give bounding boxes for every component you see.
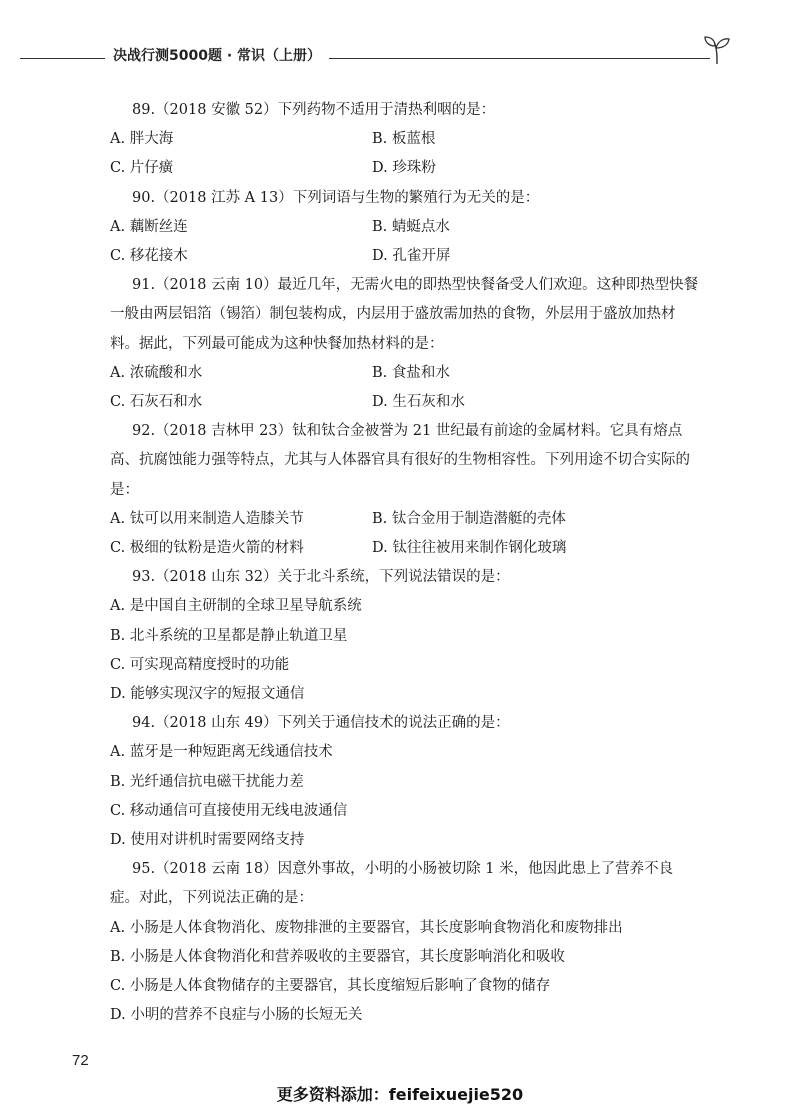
- options: [110, 505, 700, 563]
- option-c: C. 小肠是人体食物储存的主要器官，其长度缩短后影响了食物的储存: [110, 978, 551, 995]
- option-c: C. 极细的钛粉是造火箭的材料: [110, 540, 304, 557]
- options: [110, 213, 700, 271]
- option-c: C. 移花接木: [110, 248, 188, 265]
- question-list: [110, 96, 700, 1031]
- options: [110, 125, 700, 183]
- option-b: B. 钛合金用于制造潜艇的壳体: [372, 510, 566, 527]
- question-stem: 91.（2018 云南 10）最近几年，无需火电的即热型快餐备受人们欢迎。这种即热型快餐一般由两层铝箔（锡箔）制包装构成，内层用于盛放需加热的食物，外层用于盛放加热材料。据此，下列最可能成为这种快餐加热材料的是：: [110, 277, 699, 352]
- option-b: B. 食盐和水: [372, 364, 450, 381]
- option-a: A. 藕断丝连: [110, 218, 188, 235]
- option-d: D. 使用对讲机时需要网络支持: [110, 832, 305, 849]
- option-d: D. 孔雀开屏: [372, 248, 451, 265]
- option-b: B. 板蓝根: [372, 131, 436, 148]
- header-title: 决战行测5000题 · 常识（上册）: [105, 45, 329, 65]
- option-d: D. 钛往往被用来制作钢化玻璃: [372, 540, 567, 557]
- question-stem: 89.（2018 安徽 52）下列药物不适用于清热利咽的是：: [132, 102, 496, 118]
- question-stem: 95.（2018 云南 18）因意外事故，小明的小肠被切除 1 米，他因此患上了营养不良症。对此，下列说法正确的是：: [110, 861, 674, 907]
- question-92: [110, 417, 700, 563]
- option-b: B. 蜻蜓点水: [372, 218, 450, 235]
- option-b: B. 北斗系统的卫星都是静止轨道卫星: [110, 627, 348, 644]
- option-a: A. 钛可以用来制造人造膝关节: [110, 510, 304, 527]
- running-header: [20, 42, 710, 70]
- option-a: A. 浓硫酸和水: [110, 364, 203, 381]
- option-a: A. 是中国自主研制的全球卫星导航系统: [110, 598, 362, 615]
- sprout-icon: [702, 34, 732, 66]
- option-c: C. 片仔癀: [110, 160, 174, 177]
- question-stem: 90.（2018 江苏 A 13）下列词语与生物的繁殖行为无关的是：: [132, 189, 540, 206]
- question-91: [110, 271, 700, 417]
- option-d: D. 珍珠粉: [372, 160, 436, 177]
- option-c: C. 石灰石和水: [110, 394, 203, 411]
- question-93: [110, 563, 700, 709]
- option-d: D. 生石灰和水: [372, 394, 465, 411]
- option-d: D. 能够实现汉字的短报文通信: [110, 686, 305, 703]
- option-a: A. 小肠是人体食物消化、废物排泄的主要器官，其长度影响食物消化和废物排出: [110, 919, 623, 936]
- option-b: B. 光纤通信抗电磁干扰能力差: [110, 773, 304, 790]
- option-a: A. 蓝牙是一种短距离无线通信技术: [110, 744, 333, 761]
- page-number: 72: [72, 1052, 89, 1069]
- question-stem: 92.（2018 吉林甲 23）钛和钛合金被誉为 21 世纪最有前途的金属材料。它具有熔点高、抗腐蚀能力强等特点，尤其与人体器官具有很好的生物相容性。下列用途不切合实际的是：: [110, 423, 690, 498]
- question-stem: 93.（2018 山东 32）关于北斗系统，下列说法错误的是：: [132, 569, 510, 586]
- question-90: [110, 184, 700, 272]
- question-stem: 94.（2018 山东 49）下列关于通信技术的说法正确的是：: [132, 715, 510, 732]
- question-89: [110, 96, 700, 184]
- question-95: [110, 855, 700, 1030]
- option-c: C. 可实现高精度授时的功能: [110, 656, 290, 673]
- footer-note: 更多资料添加：feifeixuejie520: [276, 1085, 524, 1104]
- option-d: D. 小明的营养不良症与小肠的长短无关: [110, 1007, 363, 1024]
- option-b: B. 小肠是人体食物消化和营养吸收的主要器官，其长度影响消化和吸收: [110, 948, 565, 965]
- option-a: A. 胖大海: [110, 131, 174, 148]
- option-c: C. 移动通信可直接使用无线电波通信: [110, 802, 348, 819]
- options: [110, 359, 700, 417]
- question-94: [110, 709, 700, 855]
